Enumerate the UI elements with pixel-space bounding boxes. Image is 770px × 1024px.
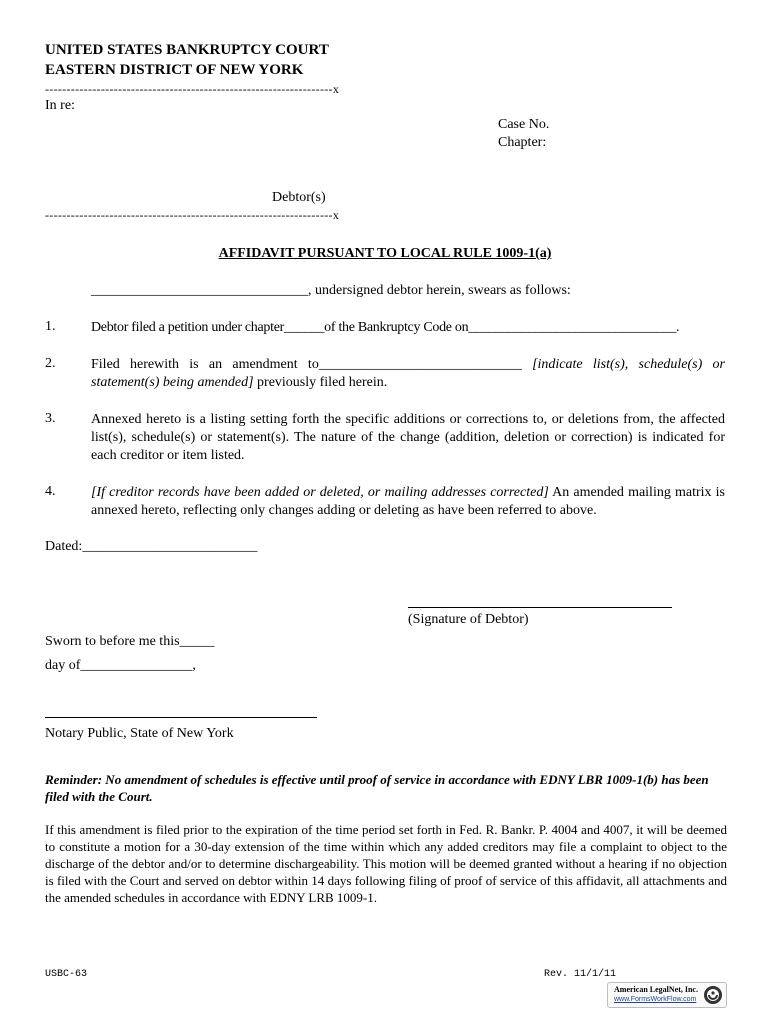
in-re-label: In re: [45,98,75,113]
paragraph-3-text: Annexed hereto is a listing setting forth the specific additions or corrections to, or deletions from, the affected list(s), schedule(s) or statement(s). The nature of the change (addition, deletion or correction) is indicated for each creditor or item listed. [91,412,725,463]
case-no-label: Case No. [498,117,550,132]
sworn-field[interactable]: Sworn to before me this_____ [45,634,215,649]
day-of-field[interactable]: day of________________, [45,658,196,673]
revision-date: Rev. 11/1/11 [544,969,617,980]
paragraph-number: 1. [45,319,56,334]
paragraph-number: 2. [45,356,56,371]
legalnet-logo-icon [703,985,723,1005]
paragraph-number: 4. [45,484,56,499]
court-name: UNITED STATES BANKRUPTCY COURT [45,42,329,58]
paragraph-2-part-c: previously filed herein. [253,375,388,390]
paragraph-4-instruction: [If creditor records have been added or deleted, or mailing addresses corrected] [91,485,549,500]
paragraph-4-text [91,484,725,520]
page-title: AFFIDAVIT PURSUANT TO LOCAL RULE 1009-1(a) [218,246,552,261]
notary-caption: Notary Public, State of New York [45,726,234,741]
paragraph-2-text [91,356,725,392]
notary-signature-line[interactable] [45,717,317,718]
caption-rule-top: -------------------------------------------------------------------x [45,82,340,96]
legalnet-badge[interactable] [607,982,727,1008]
chapter-label: Chapter: [498,135,547,150]
paragraph-number: 3. [45,411,56,426]
signature-caption: (Signature of Debtor) [408,612,529,627]
debtors-label: Debtor(s) [272,190,326,205]
badge-company-name: American LegalNet, Inc. [614,985,698,994]
intro-line: _______________________________, undersigned debtor herein, swears as follows: [91,283,571,298]
district-name: EASTERN DISTRICT OF NEW YORK [45,62,304,78]
caption-rule-bottom: -------------------------------------------------------------------x [45,208,340,222]
signature-line[interactable] [408,607,672,608]
reminder-text: Reminder: No amendment of schedules is effective until proof of service in accordance with EDNY LBR 1009-1(b) has been filed with the Court. [45,772,709,804]
dated-field[interactable]: Dated:_________________________ [45,539,258,554]
badge-url[interactable]: www.FormsWorkFlow.com [614,996,697,1003]
paragraph-4-body: An amended mailing matrix is annexed hereto, reflecting only changes adding or deleting as have been referred to above. [91,485,725,518]
paragraph-2-instruction: [indicate list(s), schedule(s) or statement(s) being amended] [91,357,725,390]
extension-note: If this amendment is filed prior to the expiration of the time period set forth in Fed. R. Bankr. P. 4004 and 4007, it will be deemed to constitute a motion for a 30-day extension of the time within which any added creditors may file a complaint to object to the discharge of the debtor and/or to determine dischargeability. This motion will be deemed granted without a hearing if no objection is filed with the Court and served on debtor within 14 days following filing of proof of service of this affidavit, all attachments and the amended schedules in accordance with EDNY LRB 1009-1. [45,822,727,905]
form-id: USBC-63 [45,969,88,980]
paragraph-1-text: Debtor filed a petition under chapter______of the Bankruptcy Code on_______________________________. [91,320,680,335]
paragraph-2-part-a: Filed herewith is an amendment to_____________________________ [91,357,533,372]
